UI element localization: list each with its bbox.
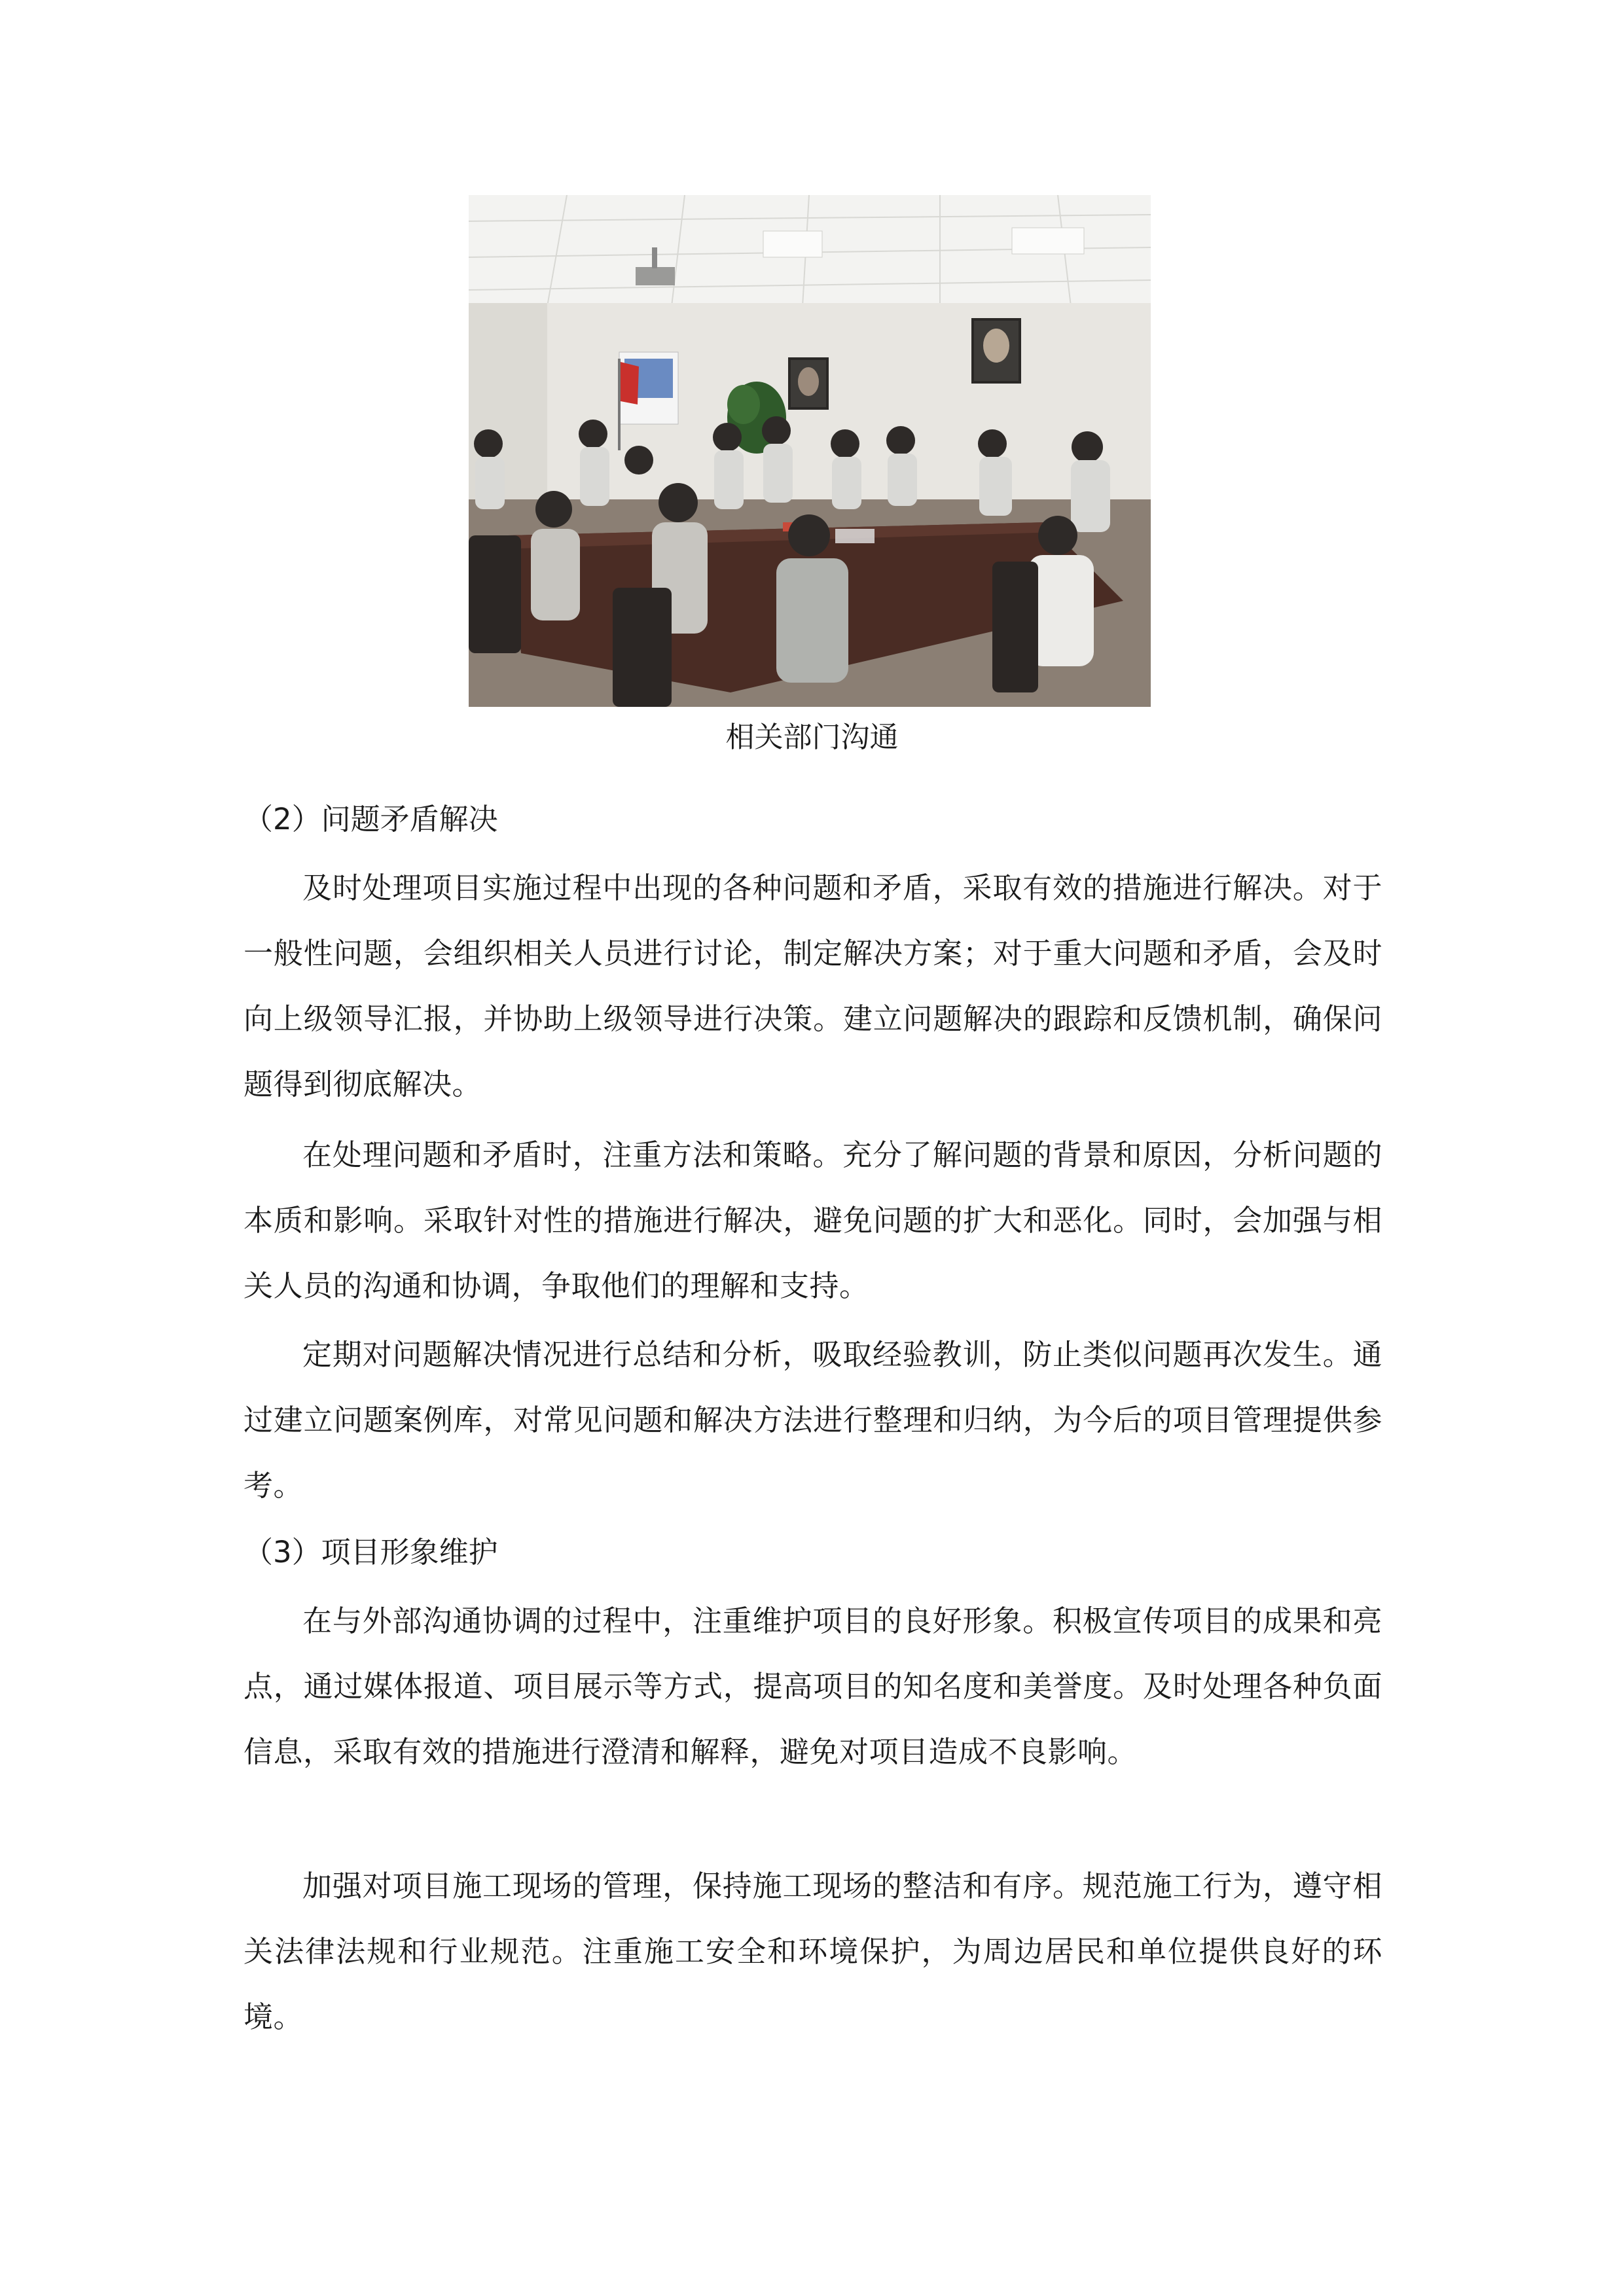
section-2-body-2 [244,1122,1382,1319]
section-3-paragraph-1: 在与外部沟通协调的过程中，注重维护项目的良好形象。积极宣传项目的成果和亮点，通过媒体报道、项目展示等方式，提高项目的知名度和美誉度。及时处理各种负面信息，采取有效的措施进行澄清和解释，避免对项目造成不良影响。 [244,1604,1382,1769]
section-2-paragraph-3: 定期对问题解决情况进行总结和分析，吸取经验教训，防止类似问题再次发生。通过建立问题案例库，对常见问题和解决方法进行整理和归纳，为今后的项目管理提供参考。 [244,1337,1382,1503]
section-3-body [244,1588,1382,1785]
section-2-heading: （2）问题矛盾解决 [244,802,498,836]
section-3-heading: （3）项目形象维护 [244,1535,498,1570]
section-3-paragraph-2: 加强对项目施工现场的管理，保持施工现场的整洁和有序。规范施工行为，遵守相关法律法规和行业规范。注重施工安全和环境保护，为周边居民和单位提供良好的环境。 [244,1869,1382,2034]
section-2-body-3 [244,1322,1382,1518]
meeting-photo-illustration [469,195,1151,707]
figure-caption: 相关部门沟通 [725,721,899,754]
section-2-body [244,855,1382,1117]
meeting-photo [469,195,1151,707]
section-3-body-2 [244,1854,1382,2050]
section-2-paragraph-2: 在处理问题和矛盾时，注重方法和策略。充分了解问题的背景和原因，分析问题的本质和影响。采取针对性的措施进行解决，避免问题的扩大和恶化。同时，会加强与相关人员的沟通和协调，争取他们的理解和支持。 [244,1138,1382,1303]
section-2-paragraph-1: 及时处理项目实施过程中出现的各种问题和矛盾，采取有效的措施进行解决。对于一般性问题，会组织相关人员进行讨论，制定解决方案；对于重大问题和矛盾，会及时向上级领导汇报，并协助上级领导进行决策。建立问题解决的跟踪和反馈机制，确保问题得到彻底解决。 [244,870,1382,1102]
